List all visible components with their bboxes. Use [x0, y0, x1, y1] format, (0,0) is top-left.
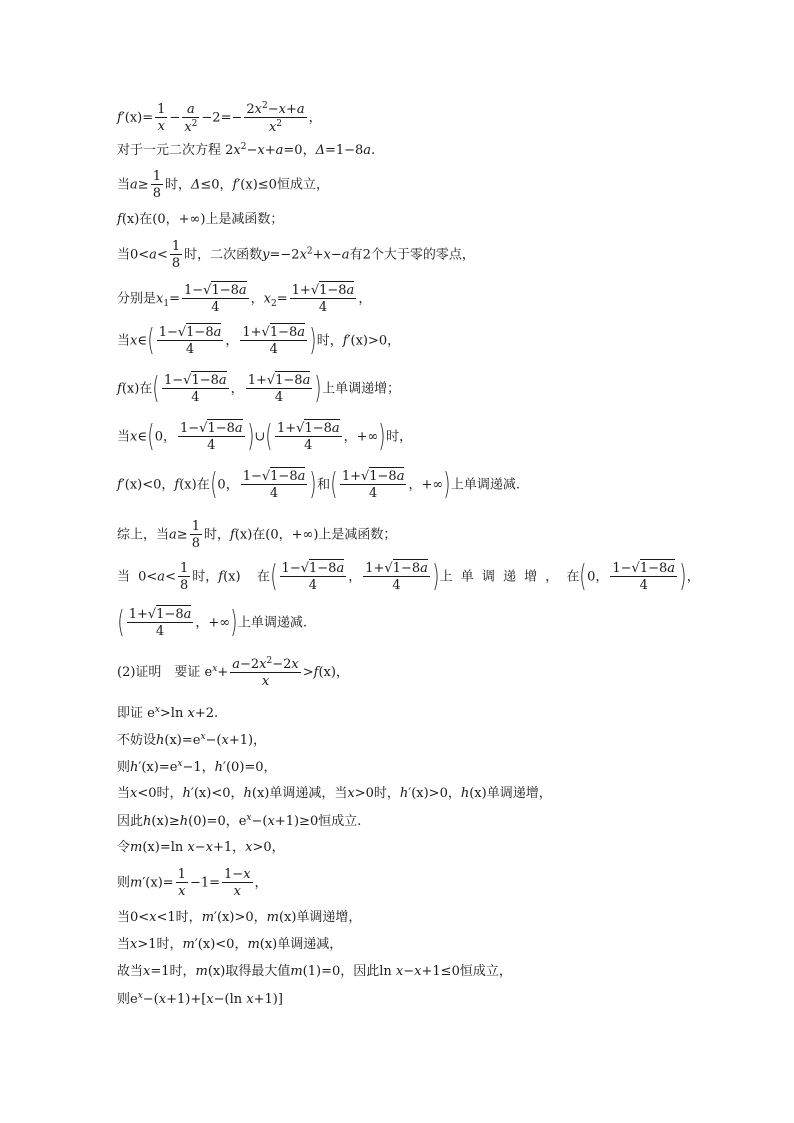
line-10: f′(x)<0，f(x)在(0， $\frac{1-√1-8a}{4}$ )和( $\frac{1+√1-8a}{4}$ ，+∞)上单调递减. [117, 467, 521, 502]
line-15: 即证 $e^x>\ln$ x+2. [117, 705, 219, 721]
line-12: 当 0<a< $\frac{1}{8}$ 时，f(x) 在( $\frac{1-√1-8a}{4}$ ， $\frac{1+√1-8a}{4}$ )上 单 调 递 增 ， 在(0， $\frac{1-√1-8a}{4}$ )， [117, 559, 700, 594]
line-20: 令m(x)=ln x−x+1，x>0， [117, 840, 285, 855]
line-21: 则m′(x)= $\frac{1}{x}$ −1= $\frac{1-x}{x}$ ， [117, 867, 268, 899]
line-11: 综上，当a≥ $\frac{1}{8}$ 时，f(x)在(0，+∞)上是减函数； [117, 519, 397, 551]
line-25: 则$e^x-(x+1)+[x-(\ln$ x+1)] [117, 991, 283, 1007]
line-4: f(x)在(0，+∞)上是减函数； [117, 212, 284, 227]
line-23: 当x>1时，m′(x)<0，m(x)单调递减， [117, 937, 343, 952]
line-18: 当x<0时，h′(x)<0，h(x)单调递减，当x>0时，h′(x)>0，h(x)单调递增， [117, 786, 552, 801]
line-17: 则$h'(x)=e^x-1$，h′(0)=0， [117, 759, 277, 775]
line-9: 当x∈(0， $\frac{1-√1-8a}{4}$ )∪( $\frac{1+√1-8a}{4}$ ，+∞)时， [117, 419, 413, 454]
line-14: (2)证明 要证 $e^x+$ $\frac{a-2x^2-2x}{x}$ >f(x)， [117, 656, 349, 689]
line-22: 当0<x<1时，m′(x)>0，m(x)单调递增， [117, 910, 362, 925]
line-19: 因此h(x)≥h(0)=0，$e^x-(x+1)\ge 0$恒成立. [117, 813, 362, 829]
line-16: 不妨设$h(x)=e^x-(x+1)$， [117, 732, 267, 748]
line-1: f′(x)= $\frac{1}{x}$ − $\frac{a}{x^2}$ −2=− $\frac{2x^2-x+a}{x^2}$ ， [117, 101, 322, 135]
line-24: 故当x=1时，m(x)取得最大值m(1)=0，因此ln x−x+1≤0恒成立， [117, 964, 512, 979]
line-6: 分别是$x_1=$ $\frac{1-√1-8a}{4}$ ，$x_2=$ $\frac{1+√1-8a}{4}$ ， [117, 283, 372, 315]
line-3: 当a≥ $\frac{1}{8}$ 时，Δ≤0，f′(x)≤0恒成立， [117, 169, 329, 201]
line-2: 对于一元二次方程 $2x^2-x+a=0$，Δ=1−8a. [117, 142, 376, 158]
line-7: 当x∈( $\frac{1-√1-8a}{4}$ ， $\frac{1+√1-8a}{4}$ )时，f′(x)>0， [117, 323, 401, 358]
line-8: f(x)在( $\frac{1-√1-8a}{4}$ ， $\frac{1+√1-8a}{4}$ )上单调递增； [117, 371, 401, 406]
line-13: ( $\frac{1+√1-8a}{4}$ ，+∞)上单调递减. [117, 605, 307, 640]
line-5: 当0<a< $\frac{1}{8}$ 时，二次函数$y=-2x^2+x-a$有2个大于零的零点， [117, 239, 475, 271]
